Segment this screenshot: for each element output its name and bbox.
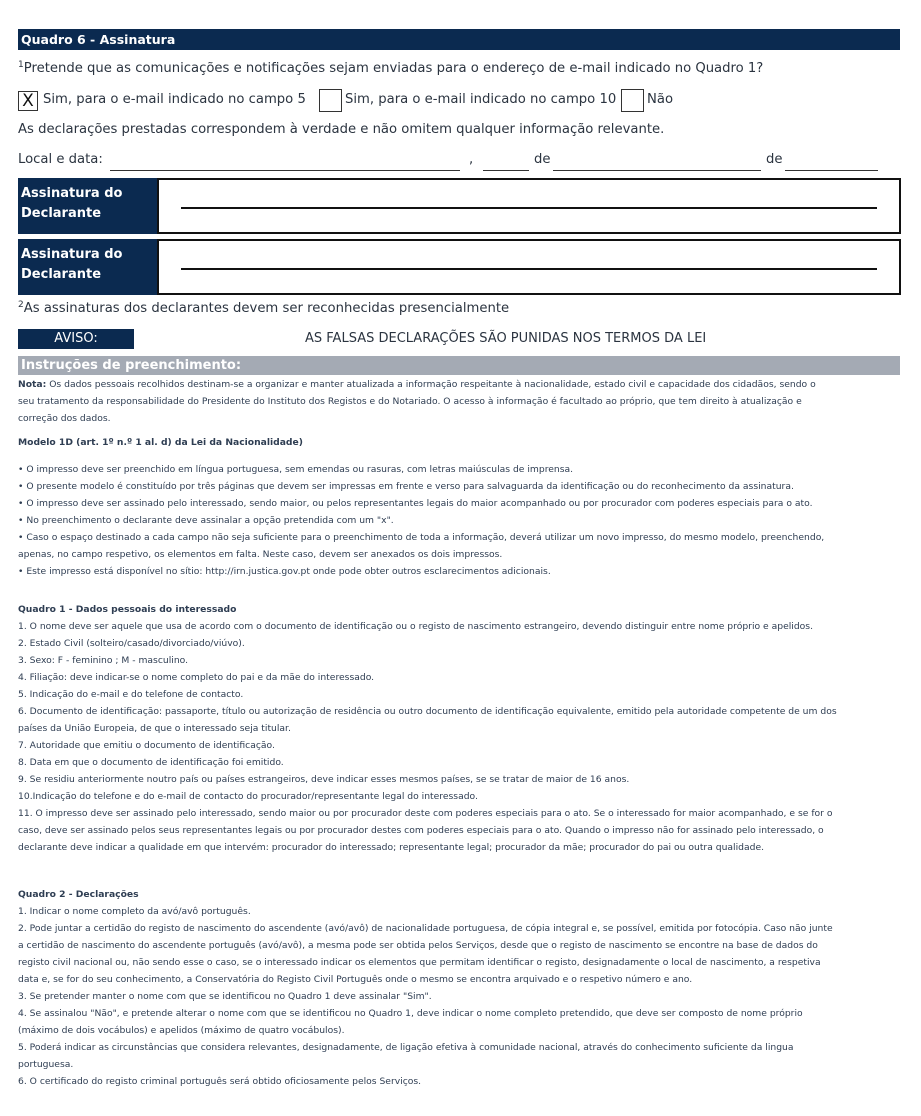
quadro1-item: 1. O nome deve ser aquele que usa de acordo com o documento de identificação ou o registo de nascimento estrangeiro, devendo distinguir entre nome próprio e apelidos.	[18, 621, 813, 632]
quadro2-item: 1. Indicar o nome completo da avó/avô português.	[18, 906, 251, 917]
quadro2-item: a certidão de nascimento do ascendente português (avó/avô), a mesma pode ser obtida pelos Serviços, desde que o registo de nascimento se encontre na base de dados do	[18, 940, 818, 951]
local-input-line[interactable]	[110, 170, 460, 171]
modelo-title: Modelo 1D (art. 1º n.º 1 al. d) da Lei da Nacionalidade)	[18, 437, 303, 448]
quadro2-item: registo civil nacional ou, não sendo esse o caso, se o interessado indicar os elementos que permitam identificar o registo, designadamente o local de nascimento, a respetiva	[18, 957, 821, 968]
quadro2-instructions	[18, 886, 902, 1090]
signature-row-1	[18, 178, 901, 234]
signature-label-line1: Assinatura do	[21, 247, 123, 262]
quadro6-header: Quadro 6 - Assinatura	[18, 29, 900, 50]
bullet-item: • O impresso deve ser assinado pelo interessado, sendo maior, ou pelos representantes legais do maior acompanhado ou por procurador com poderes especiais para o ato.	[18, 498, 813, 509]
quadro2-item: (máximo de dois vocábulos) e apelidos (máximo de quatro vocábulos).	[18, 1025, 345, 1036]
signature-label-line2: Declarante	[21, 206, 102, 221]
bullets-list	[18, 461, 902, 580]
bullet-item: • O presente modelo é constituído por três páginas que devem ser impressas em frente e verso para salvaguarda da identificação ou do reconhecimento da assinatura.	[18, 481, 794, 492]
quadro1-item: 11. O impresso deve ser assinado pelo interessado, sendo maior ou por procurador deste com poderes especiais para o ato. Se o interessado for maior acompanhado, e se for o	[18, 808, 833, 819]
quadro1-item: 4. Filiação: deve indicar-se o nome completo do pai e da mãe do interessado.	[18, 672, 375, 683]
nota-paragraph	[18, 376, 902, 427]
option-campo10-label: Sim, para o e-mail indicado no campo 10	[345, 92, 617, 107]
signature-footnote	[18, 300, 509, 316]
quadro1-item: 5. Indicação do e-mail e do telefone de contacto.	[18, 689, 244, 700]
email-question	[18, 60, 763, 76]
aviso-text: AS FALSAS DECLARAÇÕES SÃO PUNIDAS NOS TERMOS DA LEI	[305, 331, 707, 346]
signature-line	[181, 268, 877, 270]
option-campo5-label: Sim, para o e-mail indicado no campo 5	[43, 92, 306, 107]
signature-label-line1: Assinatura do	[21, 186, 123, 201]
nota-label: Nota:	[18, 379, 47, 390]
instructions-header: Instruções de preenchimento:	[18, 356, 900, 375]
quadro2-title: Quadro 2 - Declarações	[18, 889, 139, 900]
quadro2-item: 3. Se pretender manter o nome com que se identificou no Quadro 1 deve assinalar "Sim".	[18, 991, 432, 1002]
quadro1-instructions	[18, 601, 902, 856]
signature-field-1[interactable]	[157, 178, 901, 234]
quadro2-item: 2. Pode juntar a certidão do registo de nascimento do ascendente (avó/avô) de nacionalidade portuguesa, de cópia integral e, se possível, emitida por fotocópia. Caso não junte	[18, 923, 833, 934]
option-campo10-checkbox[interactable]	[319, 89, 342, 112]
quadro1-item: 9. Se residiu anteriormente noutro país ou países estrangeiros, deve indicar esses mesmos países, se se tratar de maior de 16 anos.	[18, 774, 630, 785]
signature-label-1	[18, 178, 157, 234]
quadro1-item: 2. Estado Civil (solteiro/casado/divorciado/viúvo).	[18, 638, 245, 649]
quadro1-item: 3. Sexo: F - feminino ; M - masculino.	[18, 655, 189, 666]
nota-line: correção dos dados.	[18, 413, 111, 424]
month-input-line[interactable]	[553, 170, 761, 171]
signature-label-2	[18, 239, 157, 295]
quadro1-item: 10.Indicação do telefone e do e-mail de contacto do procurador/representante legal do interessado.	[18, 791, 478, 802]
signature-footnote-text: As assinaturas dos declarantes devem ser reconhecidas presencialmente	[23, 301, 510, 316]
bullet-item: • Este impresso está disponível no sítio: http://irn.justica.gov.pt onde pode obter outros esclarecimentos adicionais.	[18, 566, 551, 577]
option-nao-checkbox[interactable]	[621, 89, 644, 112]
quadro2-item: 4. Se assinalou "Não", e pretende alterar o nome com que se identificou no Quadro 1, deve indicar o nome completo pretendido, que deve ser composto de nome próprio	[18, 1008, 803, 1019]
option-campo5-checkbox[interactable]: X	[18, 91, 38, 111]
quadro1-item: 6. Documento de identificação: passaporte, título ou autorização de residência ou outro documento de identificação equivalente, emitido pela autoridade competente de um dos	[18, 706, 837, 717]
quadro1-item: caso, deve ser assinado pelos seus representantes legais ou por procurador destes com poderes especiais para o ato. Quando o impresso não for assinado pelo interessado, o	[18, 825, 824, 836]
declaration-text: As declarações prestadas correspondem à verdade e não omitem qualquer informação relevante.	[18, 122, 665, 137]
footnote-marker: 1	[18, 60, 24, 70]
bullet-item: • No preenchimento o declarante deve assinalar a opção pretendida com um "x".	[18, 515, 394, 526]
bullet-item: • O impresso deve ser preenchido em língua portuguesa, sem emendas ou rasuras, com letras maiúsculas de imprensa.	[18, 464, 574, 475]
signature-line	[181, 207, 877, 209]
signature-field-2[interactable]	[157, 239, 901, 295]
quadro2-item: 6. O certificado do registo criminal português será obtido oficiosamente pelos Serviços.	[18, 1076, 422, 1087]
quadro1-item: declarante deve indicar a qualidade em que intervém: procurador do interessado; representante legal; procurador da mãe; procurador do pai ou outra qualidade.	[18, 842, 765, 853]
quadro2-item: portuguesa.	[18, 1059, 74, 1070]
quadro1-item: 8. Data em que o documento de identificação foi emitido.	[18, 757, 284, 768]
quadro1-item: países da União Europeia, de que o interessado seja titular.	[18, 723, 291, 734]
quadro2-item: data e, se for do seu conhecimento, a Conservatória do Registo Civil Português onde o mesmo se encontra arquivado e o respetivo número e ano.	[18, 974, 693, 985]
option-nao-label: Não	[647, 92, 674, 107]
quadro1-title: Quadro 1 - Dados pessoais do interessado	[18, 604, 237, 615]
signature-label-line2: Declarante	[21, 267, 102, 282]
year-input-line[interactable]	[785, 170, 878, 171]
de-label-2: de	[766, 152, 783, 167]
de-label-1: de	[534, 152, 551, 167]
bullet-item: • Caso o espaço destinado a cada campo não seja suficiente para o preenchimento de toda a informação, deverá utilizar um novo impresso, do mesmo modelo, preenchendo,	[18, 532, 825, 543]
aviso-label: AVISO:	[18, 329, 134, 349]
signature-row-2	[18, 239, 901, 295]
bullet-item: apenas, no campo respetivo, os elementos em falta. Neste caso, devem ser anexados os dois impressos.	[18, 549, 503, 560]
nota-line: Os dados pessoais recolhidos destinam-se a organizar e manter atualizada a informação respeitante à nacionalidade, estado civil e capacidade dos cidadãos, sendo o	[46, 379, 816, 390]
footnote-marker: 2	[18, 300, 24, 310]
quadro1-item: 7. Autoridade que emitiu o documento de identificação.	[18, 740, 275, 751]
day-input-line[interactable]	[483, 170, 529, 171]
email-question-text: Pretende que as comunicações e notificações sejam enviadas para o endereço de e-mail indicado no Quadro 1?	[23, 61, 764, 76]
quadro2-item: 5. Poderá indicar as circunstâncias que considera relevantes, designadamente, de ligação efetiva à comunidade nacional, através do conhecimento suficiente da lingua	[18, 1042, 794, 1053]
comma-separator: ,	[469, 152, 474, 167]
nota-line: seu tratamento da responsabilidade do Presidente do Instituto dos Registos e do Notariado. O acesso à informação é facultado ao próprio, que tem direito à atualização e	[18, 396, 802, 407]
local-data-label: Local e data:	[18, 152, 103, 167]
